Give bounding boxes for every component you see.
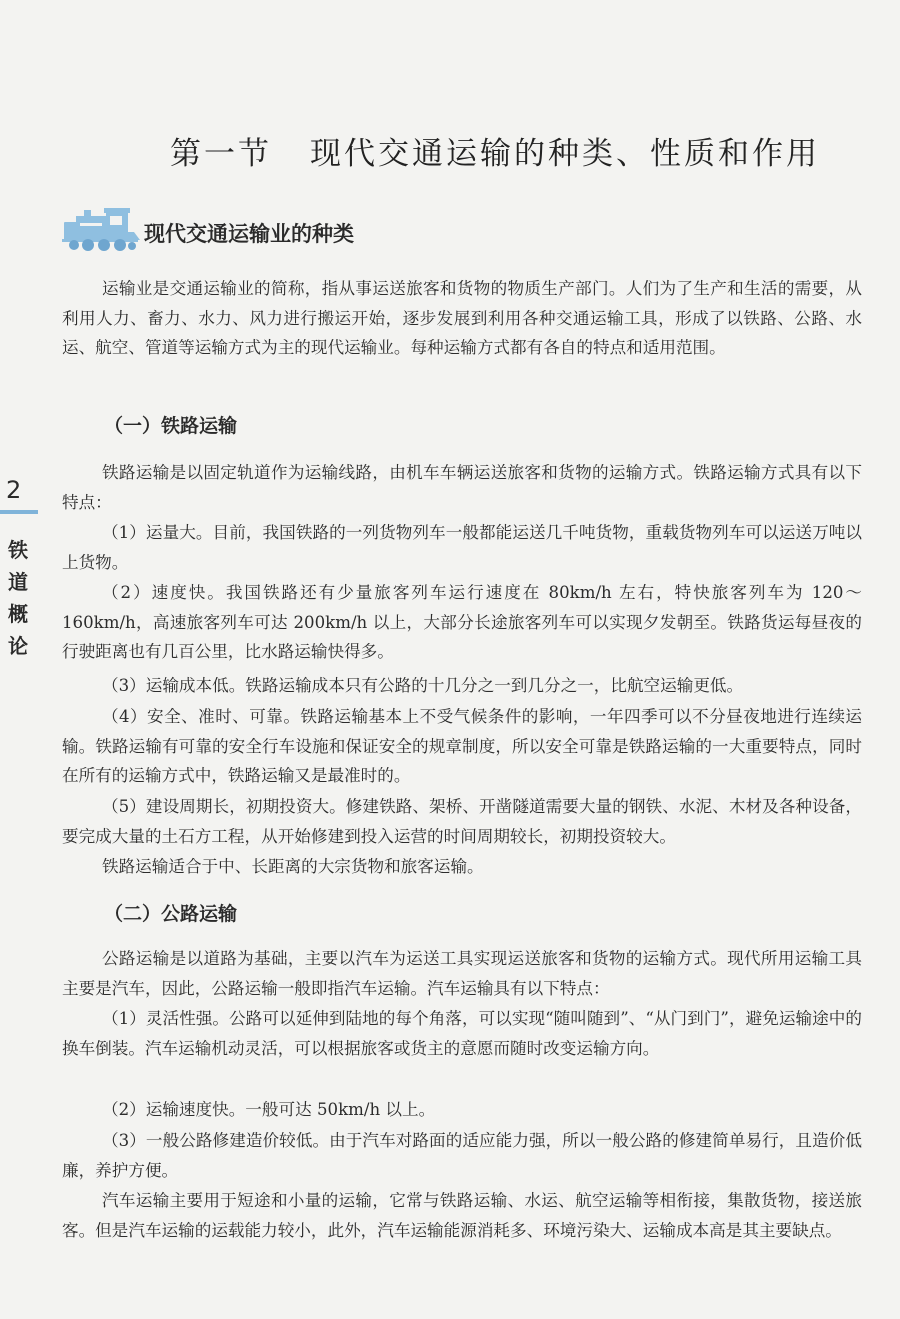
- rail-heading: （一）铁路运输: [104, 415, 238, 437]
- road-paragraph: 汽车运输主要用于短途和小量的运输，它常与铁路运输、水运、航空运输等相衔接，集散货物，接送旅客。但是汽车运输的运载能力较小，此外，汽车运输能源消耗多、环境污染大、运输成本高是其主要缺点。: [62, 1191, 862, 1240]
- book-title-char: 论: [8, 634, 28, 658]
- page-number: 2: [6, 476, 22, 504]
- rail-paragraph: 铁路运输是以固定轨道作为运输线路，由机车车辆运送旅客和货物的运输方式。铁路运输方式具有以下特点：: [62, 463, 862, 512]
- intro-paragraph: 运输业是交通运输业的简称，指从事运送旅客和货物的物质生产部门。人们为了生产和生活的需要，从利用人力、畜力、水力、风力进行搬运开始，逐步发展到利用各种交通运输工具，形成了以铁路、公路、水运、航空、管道等运输方式为主的现代运输业。每种运输方式都有各自的特点和适用范围。: [62, 279, 862, 357]
- section-text: 现代交通运输的种类、性质和作用: [310, 136, 820, 172]
- side-accent-rule: [0, 510, 38, 514]
- heading-types-text: 现代交通运输业的种类: [144, 222, 354, 246]
- road-paragraph: （1）灵活性强。公路可以延伸到陆地的每个角落，可以实现“随叫随到”、“从门到门”，避免运输途中的换车倒装。汽车运输机动灵活，可以根据旅客或货主的意愿而随时改变运输方向。: [62, 1009, 862, 1058]
- book-title-char: 道: [8, 570, 28, 594]
- book-title-char: 概: [8, 602, 28, 626]
- road-heading: （二）公路运输: [104, 903, 238, 925]
- section-title: [170, 128, 820, 173]
- rail-paragraph: （3）运输成本低。铁路运输成本只有公路的十几分之一到几分之一，比航空运输更低。: [102, 676, 744, 695]
- road-paragraph: （2）运输速度快。一般可达 50km/h 以上。: [102, 1100, 436, 1119]
- train-icon: [62, 206, 142, 252]
- book-title-char: 铁: [8, 538, 28, 562]
- rail-paragraph: （1）运量大。目前，我国铁路的一列货物列车一般都能运送几千吨货物，重载货物列车可以运送万吨以上货物。: [62, 523, 862, 572]
- rail-paragraph: 铁路运输适合于中、长距离的大宗货物和旅客运输。: [102, 857, 484, 876]
- section-label: 第一节: [170, 136, 272, 172]
- road-paragraph: （3）一般公路修建造价较低。由于汽车对路面的适应能力强，所以一般公路的修建简单易行，且造价低廉，养护方便。: [62, 1131, 862, 1180]
- road-paragraph: 公路运输是以道路为基础，主要以汽车为运送工具实现运送旅客和货物的运输方式。现代所用运输工具主要是汽车，因此，公路运输一般即指汽车运输。汽车运输具有以下特点：: [62, 949, 862, 998]
- rail-paragraph: （5）建设周期长，初期投资大。修建铁路、架桥、开凿隧道需要大量的钢铁、水泥、木材及各种设备，要完成大量的土石方工程，从开始修建到投入运营的时间周期较长，初期投资较大。: [62, 797, 862, 846]
- rail-paragraph: （4）安全、准时、可靠。铁路运输基本上不受气候条件的影响，一年四季可以不分昼夜地进行连续运输。铁路运输有可靠的安全行车设施和保证安全的规章制度，所以安全可靠是铁路运输的一大重要特点，同时在所有的运输方式中，铁路运输又是最准时的。: [62, 707, 862, 785]
- book-title-vertical: [7, 534, 29, 662]
- rail-paragraph: （2）速度快。我国铁路还有少量旅客列车运行速度在 80km/h 左右，特快旅客列车为 120～160km/h，高速旅客列车可达 200km/h 以上，大部分长途旅客列车可以实现夕发朝至。铁路货运每昼夜的行驶距离也有几百公里，比水路运输快得多。: [62, 583, 862, 661]
